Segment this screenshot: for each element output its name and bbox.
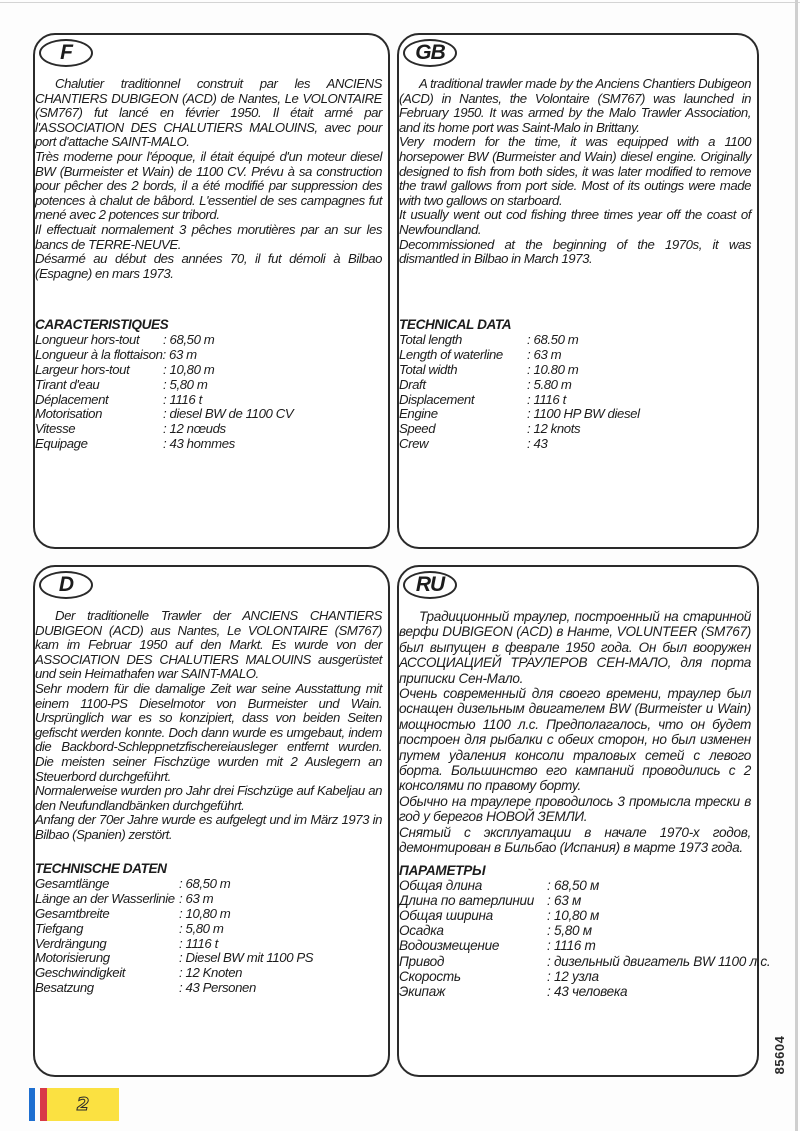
spec-value: : дизельный двигатель BW 1100 л.с. [547, 953, 771, 969]
spec-label: Привод [399, 953, 445, 969]
spec-value: : 5,80 м [547, 923, 592, 939]
spec-value: : 5.80 m [527, 376, 572, 392]
description-french [35, 77, 382, 281]
spec-label: Longueur hors-tout [35, 331, 140, 347]
spec-row [35, 437, 382, 452]
specs-russian [399, 863, 771, 999]
spec-label: Largeur hors-tout [35, 361, 130, 377]
spec-value: : 1116 t [179, 935, 218, 951]
spec-label: Crew [399, 436, 429, 452]
spec-label: Длина по ватерлинии [399, 893, 535, 909]
spec-row [35, 937, 382, 952]
top-rule [0, 2, 800, 3]
spec-value: : 10,80 m [163, 361, 215, 377]
spec-label: Gesamtbreite [35, 905, 110, 921]
spec-value: : diesel BW de 1100 CV [163, 406, 294, 422]
spec-value: : 1116 t [527, 391, 566, 407]
spec-row [399, 363, 751, 378]
spec-row [399, 378, 751, 393]
paragraph: Sehr modern für die damalige Zeit war seine Ausstattung mit einem 1100-PS Dieselmotor von Burmeister und Wain. Ursprünglich war es so konzipiert, dass von beiden Seiten gefischt werden konnte. Doch dann wurde es umgebaut, indem die Backbord-Schleppnetzfischereiausleger entfernt wurden. Die meisten seiner Fischzüge wurden mit 2 Auslegern an Steuerbord durchgeführt. [35, 680, 382, 784]
flag-stripe-red [40, 1088, 47, 1121]
paragraph: Très moderne pour l'époque, il était équipé d'un moteur diesel BW (Burmeister et Wain) de 1100 CV. Prévu à sa construction pour pêcher des 2 bords, il a été modifié par suppression des potences à chalut de bâbord. L'essentiel de ses campagnes fut mené avec 2 potences sur tribord. [35, 148, 382, 223]
paragraph: Very modern for the time, it was equipped with a 1100 horsepower BW (Burmeister and Wain) diesel engine. Originally designed to fish from both sides, it was later modified to remove the trawl gallows from port side. Most of its outings were made with two gallows on starboard. [399, 134, 751, 208]
kit-code: 85604 [772, 1035, 787, 1075]
spec-row [35, 333, 382, 348]
language-badge-ru: RU [403, 571, 457, 599]
spec-row [399, 984, 751, 999]
specs-title: TECHNICAL DATA [399, 317, 512, 332]
spec-row [399, 393, 751, 408]
spec-value: : 12 узла [547, 968, 599, 984]
spec-label: Länge an der Wasserlinie [35, 890, 175, 906]
spec-value: : 12 nœuds [163, 421, 226, 437]
spec-value: : 5,80 m [179, 920, 224, 936]
spec-value: : Diesel BW mit 1100 PS [179, 950, 314, 966]
spec-row [35, 363, 382, 378]
spec-label: Tirant d'eau [35, 376, 100, 392]
spec-value: : 68,50 m [163, 331, 215, 347]
spec-value: : 63 m [527, 346, 562, 362]
spec-label: Скорость [399, 968, 461, 984]
spec-row [35, 877, 382, 892]
spec-row [399, 969, 751, 984]
paragraph: Il effectuait normalement 3 pêches morutières par an sur les bancs de TERRE-NEUVE. [35, 221, 382, 252]
spec-row [35, 922, 382, 937]
spec-label: Общая ширина [399, 908, 493, 924]
paragraph: Традиционный траулер, построенный на старинной верфи DUBIGEON (ACD) в Нанте, VOLUNTEER (SM767) был выпущен в феврале 1950 года. Он был вооружен АССОЦИАЦИЕЙ ТРАУЛЕРОВ СЕН-МАЛО, для порта приписки Сен-Мало. [399, 609, 751, 686]
spec-value: : 68,50 m [179, 875, 231, 891]
spec-row [399, 938, 751, 953]
spec-value: : 68.50 m [527, 331, 579, 347]
spec-value: : 10,80 m [179, 905, 231, 921]
spec-row [35, 907, 382, 922]
spec-label: Vitesse [35, 421, 76, 437]
spec-value: : 12 Knoten [179, 965, 243, 981]
spec-label: Longueur à la flottaison [35, 346, 163, 362]
spec-row [399, 333, 751, 348]
paragraph: Очень современный для своего времени, траулер был оснащен дизельным двигателем BW (Burmeister u Wain) мощностью 1100 л.с. Предполагалось, что он будет построен для рыбалки с обеих сторон, но был изменен путем удаления консоли траловых сетей с левого борта. Большинство его кампаний проводились с 2 консолями по правому борту. [399, 686, 751, 794]
spec-label: Speed [399, 421, 436, 437]
spec-row [35, 407, 382, 422]
specs-title: CARACTERISTIQUES [35, 317, 169, 332]
spec-value: : 68,50 м [547, 878, 599, 894]
specs-title: ПАРАМЕТРЫ [399, 863, 486, 878]
spec-label: Водоизмещение [399, 938, 500, 954]
description-russian [399, 609, 751, 856]
spec-value: : 63 m [179, 890, 214, 906]
section-russian [397, 565, 771, 1077]
spec-row [35, 422, 382, 437]
specs-title: TECHNISCHE DATEN [35, 861, 167, 876]
description-german [35, 609, 382, 843]
spec-label: Общая длина [399, 878, 483, 894]
spec-value: : 43 Personen [179, 980, 256, 996]
spec-row [35, 393, 382, 408]
section-english [397, 33, 759, 549]
flag-stripe-blue [29, 1088, 35, 1121]
specs-german [35, 862, 382, 996]
spec-label: Besatzung [35, 980, 94, 996]
spec-row [399, 893, 751, 908]
spec-row [35, 892, 382, 907]
spec-label: Draft [399, 376, 426, 392]
spec-label: Geschwindigkeit [35, 965, 126, 981]
spec-row [35, 348, 382, 363]
spec-label: Motorisierung [35, 950, 110, 966]
spec-row [399, 437, 751, 452]
spec-row [35, 378, 382, 393]
specs-french [35, 318, 382, 452]
spec-label: Экипаж [399, 983, 446, 999]
paragraph: It usually went out cod fishing three times year off the coast of Newfoundland. [399, 207, 751, 237]
spec-value: : 43 человека [547, 983, 628, 999]
paragraph: Der traditionelle Trawler der ANCIENS CHANTIERS DUBIGEON (ACD) aus Nantes, Le VOLONTAIRE (SM767) kam im Februar 1950 auf den Markt. Es wurde von der ASSOCIATION DES CHALUTIERS MALOUINS ausgerüstet und sein Heimathafen war SAINT-MALO. [35, 608, 382, 682]
paragraph: Chalutier traditionnel construit par les ANCIENS CHANTIERS DUBIGEON (ACD) de Nantes, Le VOLONTAIRE (SM767) fut lancé en février 1950. Il était armé par l'ASSOCIATION DES CHALUTIERS MALOUINS, avec pour port d'attache SAINT-MALO. [35, 76, 382, 150]
language-badge-d: D [39, 571, 93, 599]
paragraph: Désarmé au début des années 70, il fut démoli à Bilbao (Espagne) en mars 1973. [35, 251, 382, 281]
page-number: 2 [47, 1088, 119, 1121]
section-german [33, 565, 390, 1077]
spec-row [399, 908, 751, 923]
spec-value: : 1116 т [547, 938, 596, 954]
spec-row [35, 981, 382, 996]
language-badge-f: F [39, 39, 93, 67]
spec-value: : 63 м [547, 893, 581, 909]
spec-label: Déplacement [35, 391, 109, 407]
spec-label: Gesamtlänge [35, 875, 110, 891]
spec-label: Equipage [35, 436, 88, 452]
spec-label: Displacement [399, 391, 475, 407]
spec-value: : 5,80 m [163, 376, 208, 392]
paragraph: Anfang der 70er Jahre wurde es aufgelegt und im März 1973 in Bilbao (Spanien) zerstört. [35, 812, 382, 842]
spec-label: Motorisation [35, 406, 103, 422]
spec-label: Total width [399, 361, 458, 377]
spec-label: Tiefgang [35, 920, 84, 936]
page-edge [795, 0, 798, 1131]
spec-label: Engine [399, 406, 438, 422]
spec-row [35, 951, 382, 966]
paragraph: A traditional trawler made by the Anciens Chantiers Dubigeon (ACD) in Nantes, the Volontaire (SM767) was launched in February 1950. It was armed by the Malo Trawler Association, and its home port was Saint-Malo in Brittany. [399, 76, 751, 135]
paragraph: Обычно на траулере проводилось 3 промысла трески в год у берегов НОВОЙ ЗЕМЛИ. [399, 793, 751, 825]
spec-value: : 43 hommes [163, 436, 235, 452]
spec-value: : 12 knots [527, 421, 581, 437]
spec-row [399, 953, 771, 969]
spec-row [399, 348, 751, 363]
specs-english [399, 318, 751, 452]
spec-value: : 1116 t [163, 391, 202, 407]
description-english [399, 77, 751, 267]
spec-value: : 63 m [162, 346, 197, 362]
spec-row [399, 422, 751, 437]
spec-label: Осадка [399, 923, 444, 939]
paragraph: Снятый с эксплуатации в начале 1970-х годов, демонтирован в Бильбао (Испания) в марте 1973 года. [399, 824, 751, 856]
spec-value: : 10.80 m [527, 361, 579, 377]
spec-value: : 1100 HP BW diesel [527, 406, 640, 422]
paragraph: Normalerweise wurden pro Jahr drei Fischzüge auf Kabeljau an den Neufundlandbänken durchgeführt. [35, 783, 382, 813]
spec-label: Length of waterline [399, 346, 503, 362]
spec-value: : 43 [527, 436, 548, 452]
section-french [33, 33, 390, 549]
spec-row [399, 878, 751, 893]
spec-row [399, 923, 751, 938]
paragraph: Decommissioned at the beginning of the 1970s, it was dismantled in Bilbao in March 1973. [399, 236, 751, 267]
spec-value: : 10,80 м [547, 908, 599, 924]
spec-label: Verdrängung [35, 935, 107, 951]
language-badge-gb: GB [403, 39, 457, 67]
spec-label: Total length [399, 331, 462, 347]
spec-row [35, 966, 382, 981]
spec-row [399, 407, 751, 422]
